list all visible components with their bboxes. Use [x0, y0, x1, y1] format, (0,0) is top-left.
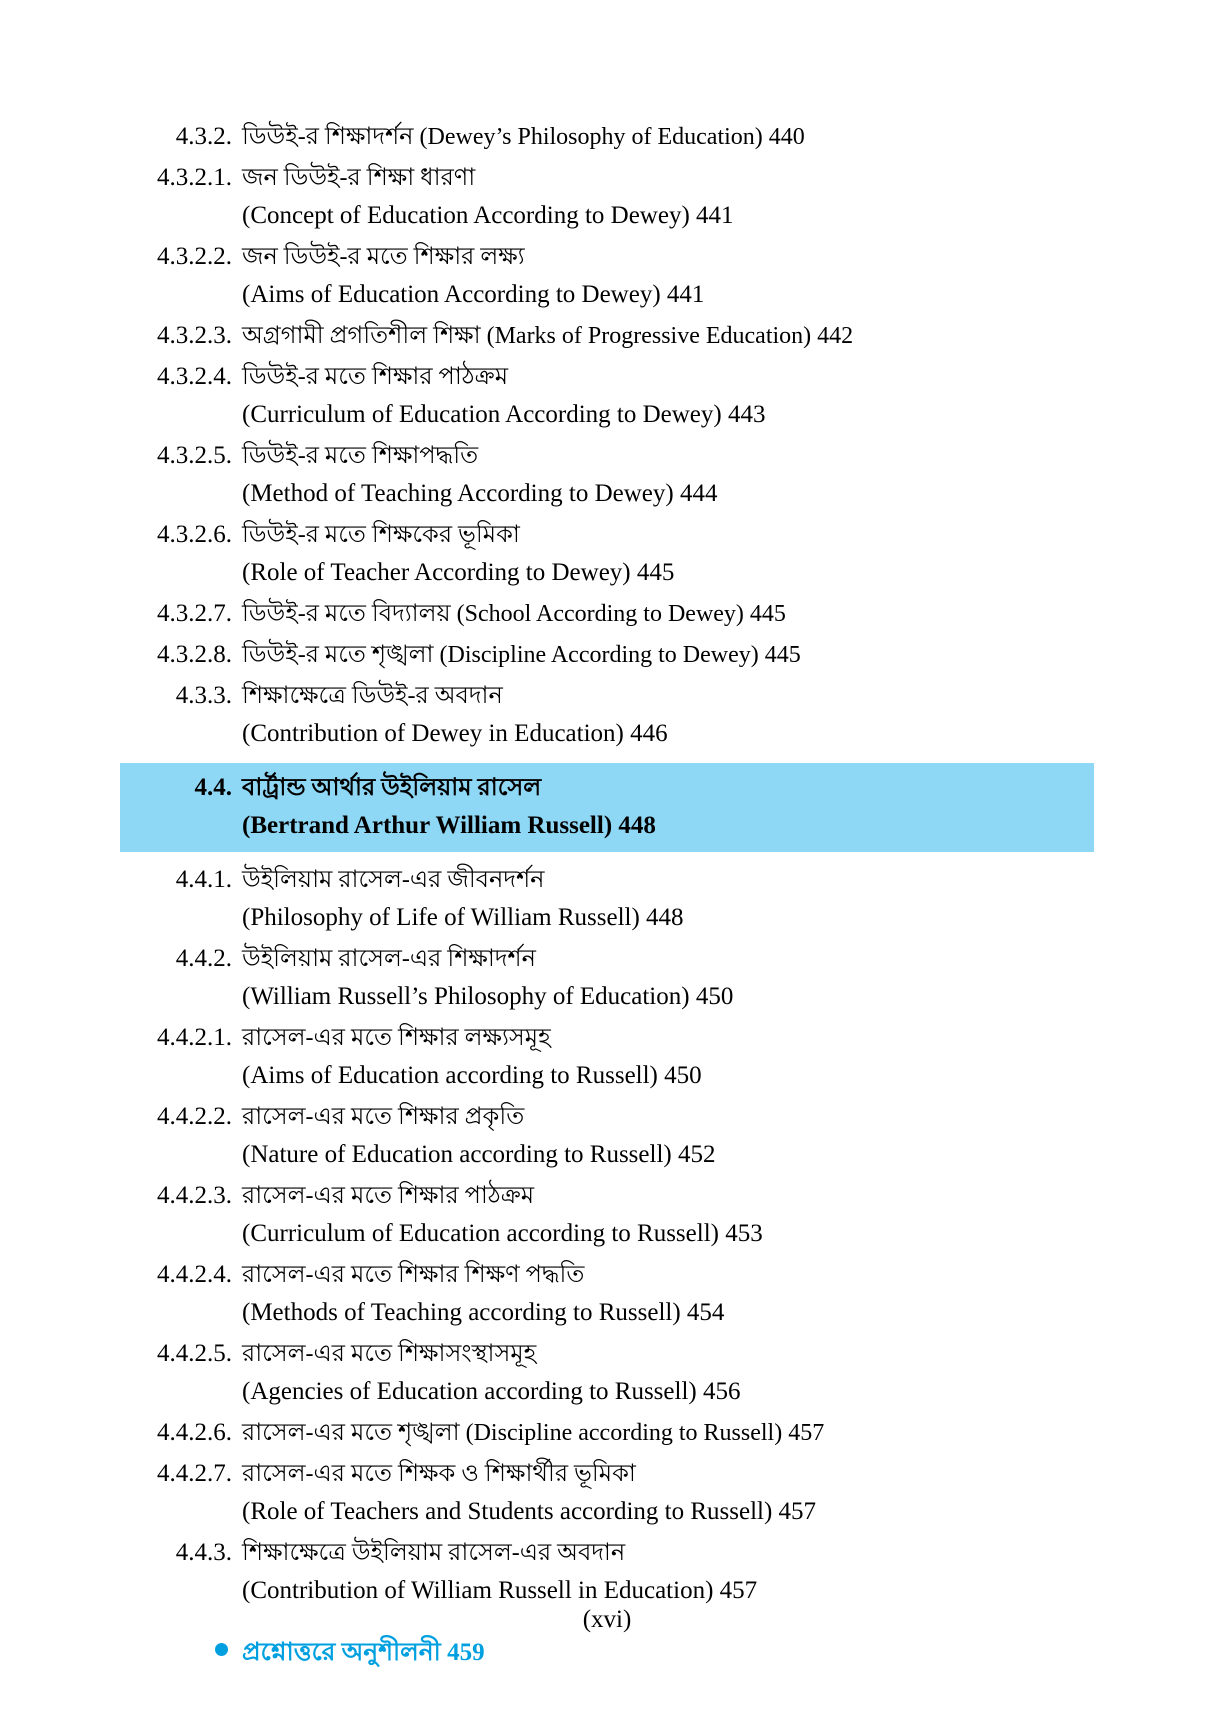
- toc-entry-line2: (Method of Teaching According to Dewey) 444: [242, 480, 718, 507]
- toc-entry-number: 4.3.2.1.: [157, 164, 232, 191]
- toc-entry-number: 4.4.3.: [175, 1539, 232, 1566]
- toc-entry-text: [242, 636, 1094, 674]
- toc-entry-line1: ডিউই-র মতে শিক্ষার পাঠক্রম: [242, 364, 509, 390]
- toc-entry-line1: উইলিয়াম রাসেল-এর জীবনদর্শন: [242, 867, 545, 893]
- toc-entry: [120, 238, 1094, 314]
- toc-entry-number: 4.4.2.7.: [157, 1460, 232, 1487]
- toc-entry-line2: (Bertrand Arthur William Russell) 448: [242, 812, 656, 839]
- toc-entry-text: [242, 159, 1094, 235]
- toc-entry-line1: বার্ট্রান্ড আর্থার উইলিয়াম রাসেল: [242, 775, 542, 801]
- toc-entry-line2: (Contribution of Dewey in Education) 446: [242, 720, 668, 747]
- toc-entry-number: 4.3.2.8.: [157, 641, 232, 668]
- toc-entry-number: 4.3.3.: [175, 682, 232, 709]
- toc-entry-text: [242, 940, 1094, 1016]
- toc-entry-text: [242, 1455, 1094, 1531]
- toc-entry-line1: শিক্ষাক্ষেত্রে ডিউই-র অবদান: [242, 683, 503, 709]
- toc-entry-text: [242, 1177, 1094, 1253]
- toc-entry-line2: (Aims of Education according to Russell) 450: [242, 1062, 702, 1089]
- toc-entry-line2: (Curriculum of Education According to Dewey) 443: [242, 401, 766, 428]
- toc-entry-number: 4.3.2.3.: [157, 322, 232, 349]
- toc-entry-number: 4.4.2.5.: [157, 1340, 232, 1367]
- toc-entry-number: 4.3.2.2.: [157, 243, 232, 270]
- toc-entry-text: [242, 595, 1094, 633]
- toc-entry-number: 4.4.2.4.: [157, 1261, 232, 1288]
- toc-entry-line2: (Role of Teacher According to Dewey) 445: [242, 559, 675, 586]
- toc-entry-text: [242, 1335, 1094, 1411]
- toc-entry-text: [242, 1019, 1094, 1095]
- toc-entry-number: 4.3.2.6.: [157, 521, 232, 548]
- toc-entry: [120, 1534, 1094, 1610]
- toc-entry: [120, 1455, 1094, 1531]
- toc-entry: [120, 940, 1094, 1016]
- toc-entry-line1: উইলিয়াম রাসেল-এর শিক্ষাদর্শন: [242, 946, 536, 972]
- toc-entry-text: [242, 238, 1094, 314]
- toc-entry-line2: (Agencies of Education according to Russell) 456: [242, 1378, 741, 1405]
- toc-entry-number: 4.4.2.3.: [157, 1182, 232, 1209]
- toc-entry: [120, 595, 1094, 633]
- toc-entry-line2: (Methods of Teaching according to Russell) 454: [242, 1299, 725, 1326]
- toc-entry-number: 4.4.1.: [175, 866, 232, 893]
- toc-entry-line2: (Contribution of William Russell in Education) 457: [242, 1577, 758, 1604]
- toc-entry-text: [242, 1534, 1094, 1610]
- toc-entry-number: 4.3.2.: [175, 123, 232, 150]
- toc-entry-line1: রাসেল-এর মতে শিক্ষার শিক্ষণ পদ্ধতি: [242, 1262, 585, 1288]
- toc-entry-line1: ডিউই-র মতে শৃঙ্খলা (Discipline According to Dewey) 445: [242, 642, 801, 668]
- toc-entry-line1: ডিউই-র মতে শিক্ষকের ভূমিকা: [242, 522, 520, 548]
- toc-entry-line2: (Concept of Education According to Dewey) 441: [242, 202, 734, 229]
- toc-entry-text: [242, 516, 1094, 592]
- toc-entry: [120, 861, 1094, 937]
- toc-entry-line1: রাসেল-এর মতে শিক্ষার পাঠক্রম: [242, 1183, 535, 1209]
- toc-entry-line2: (Aims of Education According to Dewey) 441: [242, 281, 705, 308]
- toc-entry: [120, 1019, 1094, 1095]
- toc-entry-text: [242, 1256, 1094, 1332]
- toc-entry-text: [242, 677, 1094, 753]
- toc-entry-line1: রাসেল-এর মতে শিক্ষার প্রকৃতি: [242, 1104, 525, 1130]
- toc-entry: [120, 1256, 1094, 1332]
- toc-entry-number: 4.4.2.1.: [157, 1024, 232, 1051]
- toc-entry: [120, 1335, 1094, 1411]
- toc-entry-line2: (Curriculum of Education according to Russell) 453: [242, 1220, 763, 1247]
- toc-entry-number: 4.4.2.2.: [157, 1103, 232, 1130]
- toc-entry-line1: শিক্ষাক্ষেত্রে উইলিয়াম রাসেল-এর অবদান: [242, 1540, 626, 1566]
- toc-entry-line1: ডিউই-র শিক্ষাদর্শন (Dewey’s Philosophy of Education) 440: [242, 124, 805, 150]
- toc-entry: [120, 636, 1094, 674]
- toc-entry-text: [242, 861, 1094, 937]
- bullet-icon: [215, 1643, 228, 1656]
- toc-bullet-label: প্রশ্নোত্তরে অনুশীলনী 459: [242, 1639, 485, 1666]
- toc-entry: [120, 1414, 1094, 1452]
- toc-entry-line1: জন ডিউই-র মতে শিক্ষার লক্ষ্য: [242, 244, 525, 270]
- toc-entry-line1: রাসেল-এর মতে শিক্ষার লক্ষ্যসমূহ: [242, 1025, 551, 1051]
- toc-entry-line1: অগ্রগামী প্রগতিশীল শিক্ষা (Marks of Progressive Education) 442: [242, 323, 854, 349]
- toc-entry-text: [242, 1414, 1094, 1452]
- toc-entry-number: 4.3.2.4.: [157, 363, 232, 390]
- toc-entry: [120, 1098, 1094, 1174]
- toc-entry-text: [242, 1098, 1094, 1174]
- toc-entry-line1: ডিউই-র মতে বিদ্যালয় (School According to Dewey) 445: [242, 601, 786, 627]
- toc-entry-text: [242, 118, 1094, 156]
- toc-entry-text: [242, 317, 1094, 355]
- table-of-contents: [120, 118, 1094, 1670]
- toc-entry: [120, 118, 1094, 156]
- toc-entry-text: [242, 769, 1094, 845]
- toc-entry-line2: (Nature of Education according to Russell) 452: [242, 1141, 716, 1168]
- toc-entry-line1: রাসেল-এর মতে শিক্ষাসংস্থাসমূহ: [242, 1341, 537, 1367]
- toc-entry: [120, 516, 1094, 592]
- toc-entry-line1: রাসেল-এর মতে শিক্ষক ও শিক্ষার্থীর ভূমিকা: [242, 1461, 636, 1487]
- toc-bullet-item: [120, 1636, 1094, 1670]
- page-number: (xvi): [582, 1606, 632, 1633]
- toc-entry-highlighted: [120, 763, 1094, 852]
- toc-entry: [120, 358, 1094, 434]
- toc-entry-line1: জন ডিউই-র শিক্ষা ধারণা: [242, 165, 476, 191]
- toc-entry-number: 4.4.2.: [175, 945, 232, 972]
- toc-entry-number: 4.3.2.5.: [157, 442, 232, 469]
- toc-entry-number: 4.4.: [194, 774, 232, 801]
- toc-entry-text: [242, 437, 1094, 513]
- toc-entry-text: [242, 358, 1094, 434]
- toc-entry: [120, 317, 1094, 355]
- toc-entry-line1: রাসেল-এর মতে শৃঙ্খলা (Discipline according to Russell) 457: [242, 1420, 825, 1446]
- toc-entry: [120, 159, 1094, 235]
- toc-entry-line1: ডিউই-র মতে শিক্ষাপদ্ধতি: [242, 443, 479, 469]
- toc-entry: [120, 677, 1094, 753]
- toc-entry-line2: (Philosophy of Life of William Russell) 448: [242, 904, 684, 931]
- toc-entry: [120, 1177, 1094, 1253]
- toc-entry-line2: (William Russell’s Philosophy of Education) 450: [242, 983, 734, 1010]
- toc-entry: [120, 437, 1094, 513]
- toc-entry-number: 4.4.2.6.: [157, 1419, 232, 1446]
- toc-entry-number: 4.3.2.7.: [157, 600, 232, 627]
- toc-entry-line2: (Role of Teachers and Students according to Russell) 457: [242, 1498, 817, 1525]
